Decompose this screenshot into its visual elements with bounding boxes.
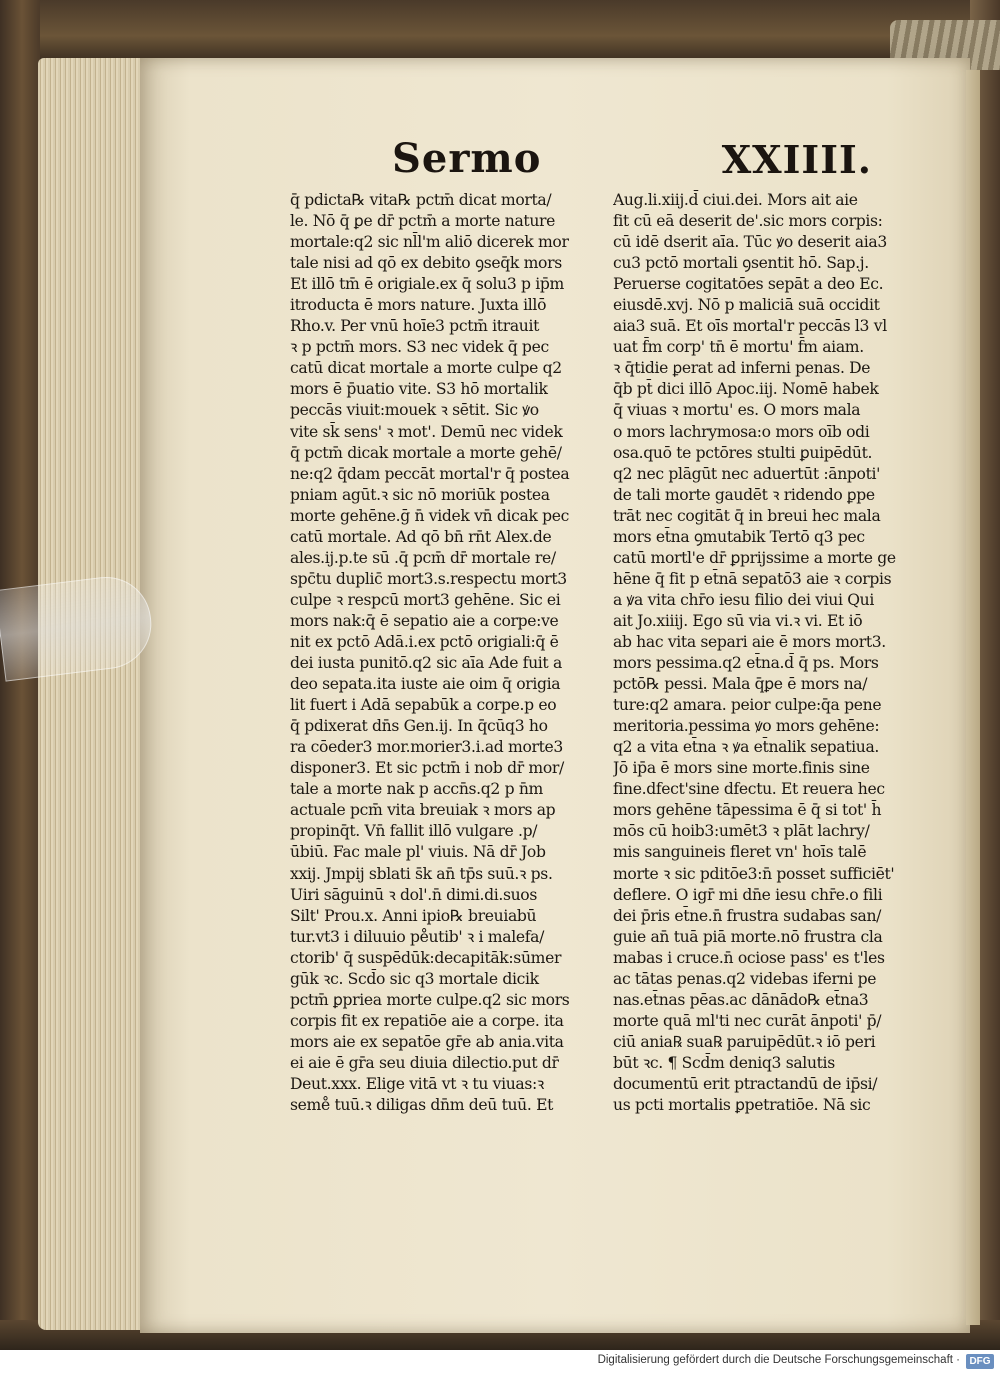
text-line: q2 a vita et̄na ꝛ ꝟa et̄nalik sepatiua.	[613, 738, 879, 757]
text-line: Peruerse cogitatōes sepāt a deo Ec.	[613, 275, 884, 294]
text-line: dei p̄ris et̄ne.n̄ frustra sudabas san/	[613, 906, 882, 925]
text-line: le. Nō q̄ ꝑe dr̄ pctm̄ a morte nature	[290, 212, 556, 231]
text-line: tale a morte nak p accn̄s.q2 p n̄m	[290, 780, 543, 799]
text-line: ales.ij.p.te sū .q̄ pcm̄ dr̄ mortale re/	[290, 548, 556, 567]
text-line: q̄ viuas ꝛ mortu' es. O mors mala	[613, 401, 861, 420]
text-line: disponer3. Et sic pctm̄ i nob dr̄ mor/	[290, 759, 564, 778]
text-line: q̄ pdicta℞ vita℞ pctm̄ dicat morta/	[290, 191, 552, 209]
text-line: corpis fit ex repatiōe aie a corpe. ita	[290, 1011, 564, 1030]
text-line: Uiri sāguinū ꝛ dol'.n̄ dimi.di.suos	[290, 885, 537, 904]
text-line: peccās viuit:mouek ꝛ sētit. Sic ꝟo	[290, 401, 539, 420]
text-line: q2 nec plāgūt nec aduertūt :ānpoti'	[613, 464, 881, 483]
text-line: hēne q̄ fit p et̄nā sepatō3 aie ꝛ corpis	[613, 569, 892, 588]
text-line: q̄ pctm̄ dicak mortale a morte gehē/	[290, 443, 562, 462]
text-line: ait Jo.xiiij. Ego sū via vi.ꝛ vi. Et iō	[613, 611, 863, 630]
text-line: documentū erit ptractandū de ip̄si/	[613, 1074, 878, 1093]
text-line: meritoria.pessima ꝟo mors gehēne:	[613, 717, 880, 736]
text-column-right	[613, 190, 931, 1116]
text-line: Aug.li.xiij.d̄ ciui.dei. Mors ait aie	[613, 191, 858, 209]
text-line: dei iusta punitō.q2 sic aīa Ade fuit a	[290, 654, 562, 673]
text-line: mortale:q2 sic nl̄l'm aliō dicerek mor	[290, 233, 569, 252]
text-line: o mors lachrymosa:o mors oīb odi	[613, 422, 870, 441]
text-line: nas.et̄nas pēas.ac dānādo℞ et̄na3	[613, 990, 869, 1009]
header-numeral: XXIIII.	[721, 137, 872, 182]
text-line: mors gehēne tāpessima ē q̄ si tot' h̄	[613, 801, 882, 820]
text-line: ciū ania℞ sua℞ paruipēdūt.ꝛ iō peri	[613, 1032, 876, 1051]
text-line: ra cōeder3 mor.morier3.i.ad morte3	[290, 738, 563, 757]
text-line: fit cū eā deserit de'.sic mors corpis:	[613, 212, 883, 231]
text-line: Deut.xxx. Elige vitā vt ꝛ tu viuas:ꝛ	[290, 1074, 544, 1093]
text-line: uat f̄m corp' tn̄ ē mortu' f̄m aiam.	[613, 338, 864, 357]
text-line: mōs cū hoib3:umēt3 ꝛ plāt lachry/	[613, 822, 870, 841]
text-line: Jō ip̄a ē mors sine morte.finis sine	[613, 759, 870, 778]
text-line: ctorib' q̄ suspēdūk:decapitāk:sūmer	[290, 948, 562, 967]
text-line: deflere. O igr̄ mi dn̄e iesu chr̄e.o fili	[613, 885, 883, 904]
text-line: trāt nec cogitāt q̄ in breui hec mala	[613, 506, 881, 525]
text-line: mabas i cruce.n̄ ociose pass' es t'les	[613, 948, 885, 967]
text-line: catū mortl'e dr̄ ꝑprijssime a morte ge	[613, 548, 896, 567]
text-line: deo sepata.ita iuste aie oim q̄ origia	[290, 675, 561, 694]
text-line: tur.vt3 i diluuio pe̊utib' ꝛ i malefa/	[290, 927, 544, 946]
dfg-logo-icon: DFG	[966, 1354, 994, 1369]
text-line: lit fuert i Adā sepabūk a corpe.p eo	[290, 696, 557, 715]
text-line: q̄b pt̄ dici illō Apoc.iij. Nomē habek	[613, 380, 879, 399]
text-line: a ꝟa vita chr̄o iesu filio dei viui Qui	[613, 590, 874, 609]
text-line: ꝛ q̄tidie ꝑerat ad inferni penas. De	[613, 359, 871, 378]
text-line: mors nak:q̄ ē sepatio aie a corpe:ve	[290, 611, 559, 630]
text-line: ab hac vita separi aie ē mors mort3.	[613, 632, 886, 651]
text-line: vite sk̄ sens' ꝛ mot'. Demū nec videk	[290, 422, 563, 441]
text-line: mors ē p̄uatio vite. S3 hō mortalik	[290, 380, 548, 399]
text-line: morte ꝛ sic pditōe3:n̄ posset sufficiēt'	[613, 864, 895, 883]
footer-bar	[0, 1350, 1000, 1373]
text-line: xxij. Jmpij sblati s̄k an̄ tp̄s suū.ꝛ ps.	[290, 864, 553, 883]
text-line: eiusdē.xvj. Nō p maliciā suā occidit	[613, 296, 880, 315]
text-line: pctm̄ ꝑpriea morte culpe.q2 sic mors	[290, 990, 570, 1009]
text-line: tale nisi ad qō ex debito ꝯseq̄k mors	[290, 254, 562, 273]
text-line: nit ex pctō Adā.i.ex pctō origiali:q̄ ē	[290, 632, 559, 651]
text-line: cu3 pctō mortali ꝯsentit hō. Sap.j.	[613, 254, 869, 273]
text-line: mis sanguineis fleret vn' hoīs talē	[613, 843, 867, 862]
funding-credit: Digitalisierung gefördert durch die Deutsche Forschungsgemeinschaft ·	[597, 1354, 960, 1366]
text-line: ūbiū. Fac male pl' viuis. Nā dr̄ Job	[290, 843, 546, 862]
text-line: ꝛ p pctm̄ mors. S3 nec videk q̄ pec	[290, 338, 549, 357]
text-line: seme̊ tuū.ꝛ diligas dn̄m deū tuū. Et	[290, 1096, 554, 1115]
text-line: ac tātas penas.q2 videbas iferni pe	[613, 969, 877, 988]
text-line: us pcti mortalis ꝑpetratiōe. Nā sic	[613, 1096, 871, 1115]
text-line: mors aie ex sepatōe gr̄e ab ania.vita	[290, 1032, 564, 1051]
text-line: morte quā ml'ti nec curāt ānpoti' p̄/	[613, 1011, 882, 1030]
text-line: ture:q2 amara. peior culpe:q̄a pene	[613, 696, 882, 715]
page-edges	[38, 58, 148, 1330]
text-line: culpe ꝛ respcū mort3 gehēne. Sic ei	[290, 590, 561, 609]
page-right-edge	[966, 70, 980, 1325]
text-column-left	[290, 190, 600, 1116]
text-line: aia3 suā. Et oīs mortal'r peccās l3 vl	[613, 317, 887, 336]
text-line: gūk ꝛc. Scd̄o sic q3 mortale dicik	[290, 969, 539, 988]
text-line: mors pessima.q2 et̄na.d̄ q̄ ps. Mors	[613, 654, 879, 673]
text-line: osa.quō te pctōres stulti ꝑuipēdūt.	[613, 443, 873, 462]
text-line: pctō℞ pessi. Mala q̄ꝑe ē mors na/	[613, 675, 868, 694]
text-line: catū mortale. Ad qō bn̄ rn̄t Alex.de	[290, 527, 552, 546]
text-line: q̄ pdixerat dn̄s Gen.ij. In q̄cūq3 ho	[290, 717, 548, 736]
text-line: būt ꝛc. ¶ Scd̄m deniq3 salutis	[613, 1053, 835, 1072]
header-sermo: Sermo	[392, 135, 542, 182]
text-line: pniam agūt.ꝛ sic nō moriūk postea	[290, 485, 550, 504]
text-line: ne:q2 q̄dam peccāt mortal'r q̄ postea	[290, 464, 570, 483]
text-line: de tali morte gaudēt ꝛ ridendo ꝑpe	[613, 485, 875, 504]
text-line: Rho.v. Per vnū hoīe3 pctm̄ itrauit	[290, 317, 540, 336]
text-line: fine.dfect'sine dfectu. Et reuera hec	[613, 780, 885, 799]
text-line: guie an̄ tuā piā morte.nō frustra cla	[613, 927, 883, 946]
text-line: spc̄tu duplic̄ mort3.s.respectu mort3	[290, 569, 567, 588]
text-line: ei aie ē gr̄a seu diuia dilectio.put dr̄	[290, 1053, 559, 1072]
text-line: morte gehēne.ḡ n̄ videk vn̄ dicak pec	[290, 506, 570, 525]
text-line: mors et̄na ꝯmutabik Tertō q3 pec	[613, 527, 865, 546]
text-line: itroducta ē mors nature. Juxta illō	[290, 296, 547, 315]
text-line: Et illō tm̄ ē origiale.ex q̄ solu3 p ip̄m	[290, 275, 564, 294]
text-line: Silt' Prou.x. Anni ipio℞ breuiabū	[290, 906, 537, 925]
leather-binding-top	[0, 0, 1000, 60]
text-line: propinq̄t. Vn̄ fallit illō vulgare .p/	[290, 822, 538, 841]
text-line: catū dicat mortale a morte culpe q2	[290, 359, 562, 378]
text-line: cū idē dserit aīa. Tūc ꝟo deserit aia3	[613, 233, 887, 252]
text-line: actuale pcm̄ vita breuiak ꝛ mors ap	[290, 801, 556, 820]
running-header	[392, 135, 872, 185]
